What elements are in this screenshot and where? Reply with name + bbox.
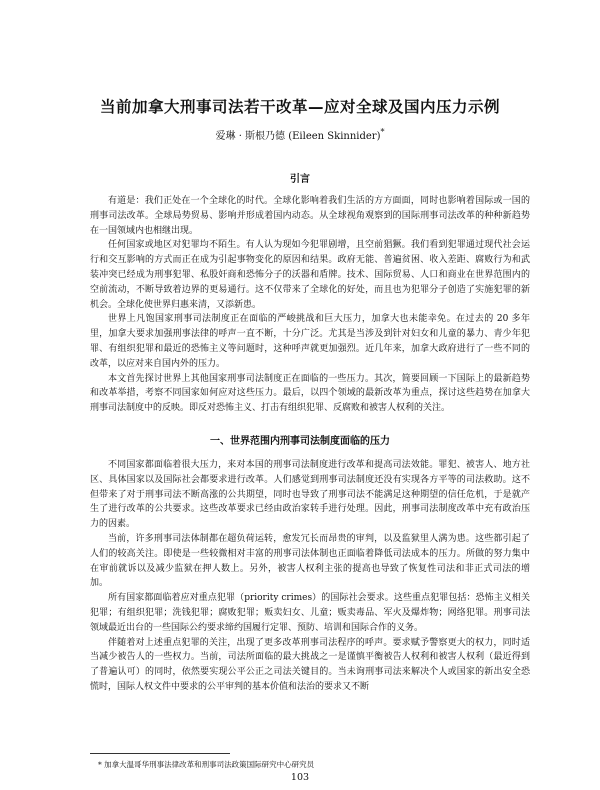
intro-paragraph-1: 有道是：我们正处在一个全球化的时代。全球化影响着我们生活的方方面面，同时也影响着国际或一国的刑事司法改革。全球局势贸易、影响并形成着国内动态。从全球视角观察到的国际刑事司法改革的种种新趋势在一国领域内也相继出现。 bbox=[90, 196, 530, 236]
section1-paragraph-1: 不同国家都面临着很大压力，来对本国的刑事司法制度进行改革和提高司法效能。罪犯、被害人、地方社区、具体国家以及国际社会都要求进行改革。人们感觉到刑事司法制度还没有实现各方平等的司法救助。这不但带来了对于刑事司法不断高涨的公共期望，同时也导致了刑事司法不能满足这种期望的信任危机，于是就产生了进行改革的公共要求。这些改革要求已经由政治家转手进行处理。因此，刑事司法制度改革中充有政治压力的因素。 bbox=[90, 460, 530, 530]
intro-paragraph-3: 世界上凡饱国家刑事司法制度正在面临的严峻挑战和巨大压力，加拿大也未能幸免。在过去的 20 多年里，加拿大要求加强刑事法律的呼声一直不断，十分广泛。尤其是当涉及到针对妇女和儿童的暴力、青少年犯罪、有组织犯罪和最近的恐怖主义等问题时，这种呼声就更加强烈。近几年来，加拿大政府进行了一些不同的改革，以应对来自国内外的压力。 bbox=[90, 314, 530, 369]
footnote-divider bbox=[90, 753, 230, 754]
intro-heading: 引言 bbox=[290, 174, 310, 185]
footnote: * 加拿大温哥华刑事法律改革和刑事司法政策国际研究中心研究员 bbox=[98, 760, 315, 769]
section1-paragraph-4: 伴随着对上述重点犯罪的关注，出现了更多改革刑事司法程序的呼声。要求赋予警察更大的权力，同时适当减少被告人的一些权力。当前，司法所面临的最大挑战之一是谨慎平衡被告人权利和被害人权利（最近得到了普遍认可）的同时，依然要实现公平公正之司法关键目的。当未询刑事司法来解决个人或国家的新出安全恐慌时，国际人权文件中要求的公平审判的基本价值和法治的要求又不断 bbox=[90, 637, 530, 692]
author-footnote-mark: * bbox=[380, 127, 385, 137]
intro-paragraph-4: 本文首先探讨世界上其他国家刑事司法制度正在面临的一些压力。其次，简要回顾一下国际上的最新趋势和改革举措，考察不同国家如何应对这些压力。最后，以四个领域的最新改革为重点，探讨这些趋势在加拿大刑事司法制度中的反映。即反对恐怖主义、打击有组织犯罪、反腐败和被害人权利的关注。 bbox=[90, 373, 530, 414]
section1-paragraph-2: 当前，许多刑事司法体制都在超负荷运转，愈发冗长而昂贵的审判，以及监狱里人满为患。这些都引起了人们的较高关注。即使是一些较微相对丰富的刑事司法体制也正面临着降低司法成本的压力。所做的努力集中在审前就诉以及减少监狱在押人数上。另外，被害人权利主张的提高也导致了恢复性司法和非正式司法的增加。 bbox=[90, 533, 530, 589]
section1-heading: 一、世界范围内刑事司法制度面临的压力 bbox=[210, 436, 390, 447]
intro-section bbox=[90, 194, 530, 416]
page-number: 103 bbox=[290, 772, 310, 783]
section1 bbox=[90, 458, 530, 695]
intro-paragraph-2: 任何国家或地区对犯罪均不陌生。有人认为现如今犯罪剧增，且空前猖獗。我们看到犯罪通过现代社会运行和交互影响的方式而正在成为引起事物变化的原因和结果。政府无能、普遍贫困、收入差距、腐败行为和武装冲突已经成为刑事犯罪、私股奸商和恐怖分子的沃器和盾牌。技术、国际贸易、人口和商业在世界范围内的空前流动，不断导致着边界的更易通行。这不仅带来了全球化的好处，而且也为犯罪分子创造了实施犯罪的新机会。全球化使世界归惠来清，又添新患。 bbox=[90, 240, 530, 310]
author-name: 爱琳 · 斯根乃德 (Eileen Skinnider) bbox=[215, 131, 381, 142]
author-line bbox=[0, 127, 600, 142]
section1-paragraph-3: 所有国家都面临着应对重点犯罪（priority crimes）的国际社会要求。这些重点犯罪包括：恐怖主义相关犯罪；有组织犯罪；洗钱犯罪；腐败犯罪；贩卖妇女、儿童；贩卖毒品、军火及爆炸物；网络犯罪。刑事司法领域最近出台的一些国际公约要求缔约国履行定罪、预防、培训和国际合作的义务。 bbox=[90, 593, 530, 633]
paper-title: 当前加拿大刑事司法若干改革—应对全球及国内压力示例 bbox=[99, 98, 500, 116]
